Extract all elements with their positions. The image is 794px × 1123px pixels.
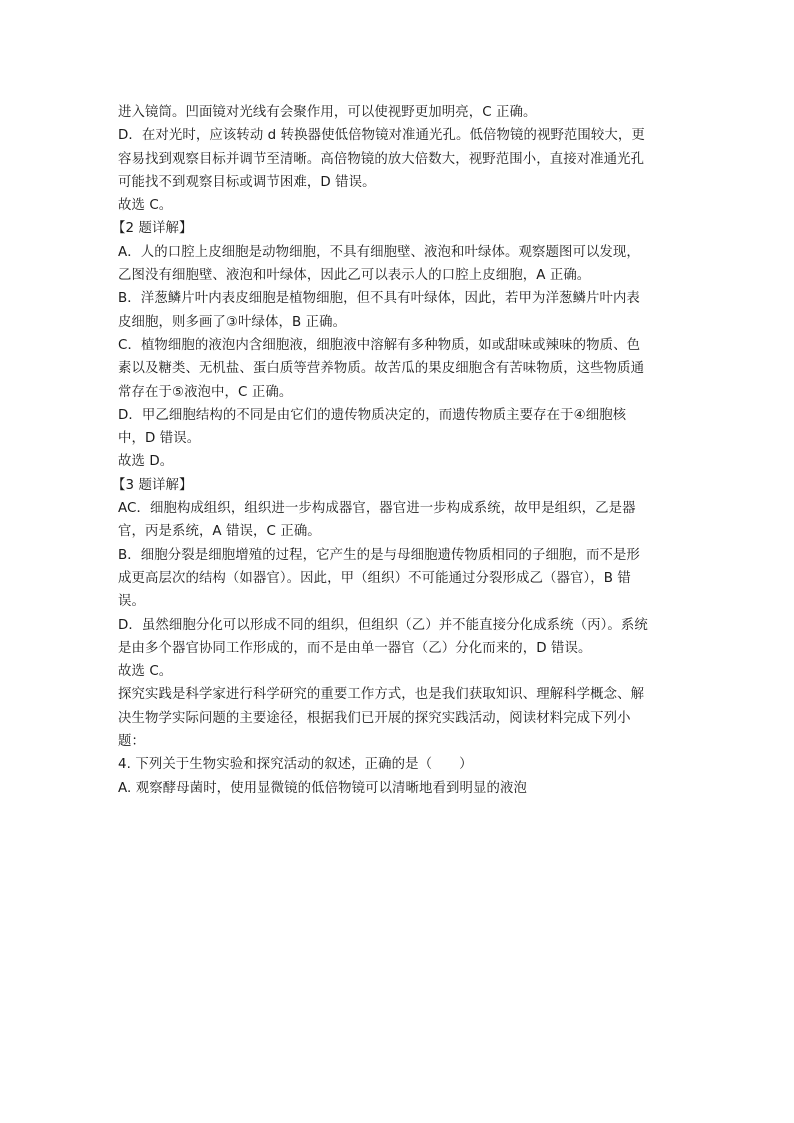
question-4-option-a: A. 观察酵母菌时，使用显微镜的低倍物镜可以清晰地看到明显的液泡	[118, 780, 527, 796]
text-line: 是由多个器官协同工作形成的，而不是由单一器官（乙）分化而来的，D 错误。	[118, 640, 592, 656]
text-line: D．甲乙细胞结构的不同是由它们的遗传物质决定的，而遗传物质主要存在于④细胞核	[118, 407, 627, 423]
text-line: B．洋葱鳞片叶内表皮细胞是植物细胞，但不具有叶绿体，因此，若甲为洋葱鳞片叶内表	[118, 291, 640, 307]
text-line: 误。	[118, 594, 145, 610]
material-text-line: 决生物学实际问题的主要途径，根据我们已开展的探究实践活动，阅读材料完成下列小	[118, 710, 631, 726]
text-line: 皮细胞，则多画了③叶绿体，B 正确。	[118, 314, 347, 330]
text-line: 乙图没有细胞壁、液泡和叶绿体，因此乙可以表示人的口腔上皮细胞，A 正确。	[118, 268, 591, 284]
text-line: 成更高层次的结构（如器官）。因此，甲（组织）不可能通过分裂形成乙（器官），B 错	[118, 570, 631, 586]
text-line: D．虽然细胞分化可以形成不同的组织，但组织（乙）并不能直接分化成系统（丙）。系统	[118, 617, 648, 633]
text-line: 常存在于⑤液泡中，C 正确。	[118, 384, 293, 400]
text-line: 中，D 错误。	[118, 431, 201, 447]
text-line: 容易找到观察目标并调节至清晰。高倍物镜的放大倍数大，视野范围小，直接对准通光孔	[118, 151, 645, 167]
text-line: C．植物细胞的液泡内含细胞液，细胞液中溶解有多种物质，如或甜味或辣味的物质、色	[118, 337, 641, 353]
section-heading-q3: 【3 题详解】	[112, 477, 193, 493]
text-line: 可能找不到观察目标或调节困难，D 错误。	[118, 174, 376, 190]
text-line: A．人的口腔上皮细胞是动物细胞，不具有细胞壁、液泡和叶绿体。观察题图可以发现，	[118, 244, 640, 260]
material-text-line: 探究实践是科学家进行科学研究的重要工作方式，也是我们获取知识、理解科学概念、解	[118, 687, 645, 703]
text-line: B．细胞分裂是细胞增殖的过程，它产生的是与母细胞遗传物质相同的子细胞，而不是形	[118, 547, 640, 563]
text-line: AC．细胞构成组织，组织进一步构成器官，器官进一步构成系统，故甲是组织，乙是器	[118, 501, 636, 517]
text-line: D．在对光时，应该转动 d 转换器使低倍物镜对准通光孔。低倍物镜的视野范围较大，更	[118, 128, 645, 144]
text-line: 素以及糖类、无机盐、蛋白质等营养物质。故苦瓜的果皮细胞含有苦味物质，这些物质通	[118, 361, 645, 377]
text-line: 进入镜筒。凹面镜对光线有会聚作用，可以使视野更加明亮，C 正确。	[118, 105, 537, 120]
material-text-line: 题：	[118, 734, 145, 750]
question-4-stem: 4. 下列关于生物实验和探究活动的叙述，正确的是（ ）	[118, 757, 473, 773]
text-line: 官，丙是系统，A 错误，C 正确。	[118, 524, 321, 540]
answer-explanation-text	[112, 101, 683, 800]
text-line: 故选 C。	[118, 664, 173, 680]
text-line: 故选 D。	[118, 454, 174, 470]
text-line: 故选 C。	[118, 198, 173, 214]
section-heading-q2: 【2 题详解】	[112, 221, 193, 237]
